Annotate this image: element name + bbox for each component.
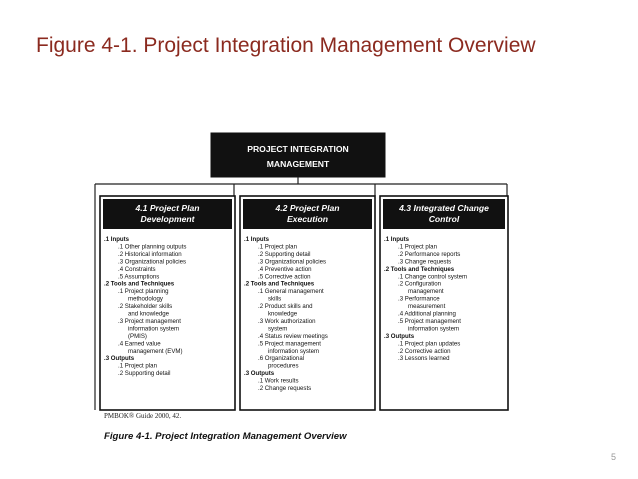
process-item: .2 Product skills and	[258, 303, 313, 311]
source-note: PMBOK® Guide 2000, 42.	[104, 412, 182, 420]
process-item: .3 Performance	[398, 295, 440, 303]
process-category-label: .1 Inputs	[384, 236, 410, 243]
process-item: .2 Corrective action	[398, 347, 451, 355]
process-title-line: 4.2 Project Plan	[275, 203, 340, 213]
process-item: .4 Preventive action	[258, 265, 312, 273]
process-item: .2 Change requests	[258, 385, 312, 392]
process-item: .3 Change requests	[398, 258, 452, 266]
process-item: .2 Historical information	[118, 250, 182, 258]
process-item: .1 Work results	[258, 377, 299, 385]
root-title-line-1: PROJECT INTEGRATION	[247, 144, 349, 154]
process-title-line: 4.3 Integrated Change	[399, 203, 489, 213]
process-category-label: .1 Inputs	[104, 236, 130, 243]
process-item: .6 Organizational	[258, 355, 305, 363]
process-item: skills	[268, 295, 282, 303]
process-item: and knowledge	[128, 310, 169, 318]
process-title-line: Control	[428, 214, 460, 224]
process-title-line: Execution	[286, 214, 329, 224]
process-item: measurement	[408, 303, 446, 311]
process-category-label: .3 Outputs	[244, 370, 275, 378]
process-item: .2 Performance reports	[398, 250, 461, 258]
process-item: .1 Project plan	[398, 243, 437, 251]
process-item: .2 Supporting detail	[258, 250, 311, 258]
process-item: information system	[268, 347, 320, 355]
process-columns	[100, 196, 508, 410]
process-item: .5 Project management	[398, 317, 462, 325]
process-item: management	[408, 288, 444, 296]
process-item: .3 Project management	[118, 317, 182, 325]
process-item: .4 Constraints	[118, 265, 156, 273]
process-title-line: 4.1 Project Plan	[135, 203, 200, 213]
process-item: .3 Organizational policies	[258, 258, 327, 266]
process-item: methodology	[128, 295, 163, 303]
process-item: (PMIS)	[128, 332, 147, 340]
process-item: .3 Lessons learned	[398, 355, 450, 363]
process-category-label: .3 Outputs	[104, 355, 135, 363]
process-category-label: .3 Outputs	[384, 332, 415, 340]
process-item: .1 Project planning	[118, 288, 169, 296]
process-item: .4 Earned value	[118, 340, 161, 348]
process-category-label: .2 Tools and Techniques	[384, 265, 455, 273]
process-item: .2 Configuration	[398, 280, 442, 288]
process-item: .5 Project management	[258, 340, 322, 348]
process-item: .5 Corrective action	[258, 273, 311, 281]
process-item: system	[268, 325, 288, 333]
process-item: .1 Project plan updates	[398, 340, 461, 348]
slide-title: Figure 4-1. Project Integration Management Overview	[36, 34, 536, 57]
process-category-label: .1 Inputs	[244, 236, 270, 243]
process-box-3	[380, 196, 508, 410]
process-item: .1 Project plan	[258, 243, 297, 251]
process-box-2	[240, 196, 375, 410]
process-item: information system	[408, 325, 460, 333]
process-item: .2 Supporting detail	[118, 370, 171, 378]
process-item: .1 Other planning outputs	[118, 243, 187, 251]
page-number: 5	[610, 452, 616, 462]
process-item: .4 Additional planning	[398, 310, 456, 318]
process-item: information system	[128, 325, 180, 333]
process-title-line: Development	[140, 214, 195, 224]
process-item: .3 Organizational policies	[118, 258, 187, 266]
process-item: .1 Change control system	[398, 273, 468, 281]
process-item: .5 Assumptions	[118, 273, 160, 281]
process-item: .1 Project plan	[118, 362, 157, 370]
process-category-label: .2 Tools and Techniques	[244, 280, 315, 288]
process-item: management (EVM)	[128, 347, 183, 355]
process-item: .3 Work authorization	[258, 317, 316, 325]
process-item: .2 Stakeholder skills	[118, 303, 173, 311]
figure-caption: Figure 4-1. Project Integration Management Overview	[104, 431, 347, 442]
root-title-line-2: MANAGEMENT	[266, 159, 330, 169]
process-item: .1 General management	[258, 288, 324, 296]
process-item: knowledge	[268, 310, 298, 318]
process-item: .4 Status review meetings	[258, 332, 328, 340]
process-category-label: .2 Tools and Techniques	[104, 280, 175, 288]
process-box-1	[100, 196, 235, 410]
root-process-box	[211, 133, 385, 177]
process-item: procedures	[268, 362, 299, 370]
